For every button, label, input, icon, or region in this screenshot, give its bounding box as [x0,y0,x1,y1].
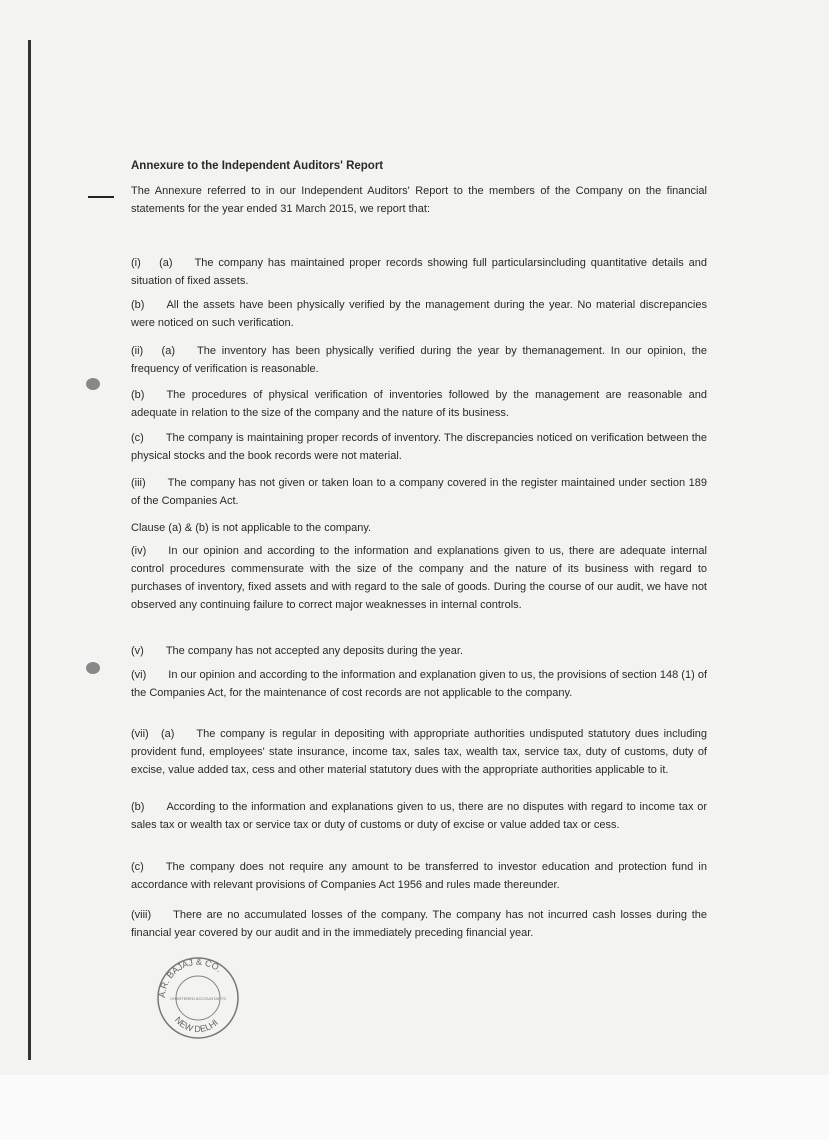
clause-label: (vi) [131,669,147,681]
clause-label: (b) [131,299,145,311]
clause-paragraph [131,725,707,779]
clause-text: In our opinion and according to the information and explanation given to us, the provisions of section 148 (1) of the Companies Act, for the maintenance of cost records are not applicable to the company. [131,669,707,699]
clause-paragraph [131,429,707,465]
clause-text: The company has not accepted any deposits during the year. [165,645,464,657]
clause-paragraph [131,519,707,537]
clause-label: (b) [131,801,145,813]
clause-paragraph [131,906,707,942]
clause-text: The company is regular in depositing with appropriate authorities undisputed statutory dues including provident fund, employees' state insurance, income tax, sales tax, wealth tax, service tax, duty of customs, duty of excise, value added tax, cess and other material statutory dues with the appropriate authorities applicable to it. [131,728,707,776]
clause-label: (ii) (a) [131,345,175,357]
clause-paragraph [131,386,707,422]
clause-paragraph [131,342,707,378]
clause-text: The company has maintained proper records showing full particularsincluding quantitative details and situation of fixed assets. [131,257,707,287]
clause-text: The procedures of physical verification of inventories followed by the management are reasonable and adequate in relation to the size of the company and the nature of its business. [131,389,707,419]
clause-paragraph [131,798,707,834]
clause-paragraph [131,254,707,290]
page-edge-shadow [28,40,31,1060]
clause-text: In our opinion and according to the information and explanations given to us, there are adequate internal control procedures commensurate with the size of the company and the nature of its business with regard to purchases of inventory, fixed assets and with regard to the sale of goods. During the course of our audit, we have not observed any continuing failure to correct major weaknesses in internal controls. [131,545,707,611]
punch-hole-icon [86,662,100,674]
clause-text: There are no accumulated losses of the company. The company has not incurred cash losses during the financial year covered by our audit and in the immediately preceding financial year. [131,909,707,939]
clause-paragraph [131,642,707,660]
svg-text:A.R. BAJAJ & CO.: A.R. BAJAJ & CO. [156,956,224,999]
clause-label: (c) [131,432,144,444]
clause-text: The company does not require any amount to be transferred to investor education and protection fund in accordance with relevant provisions of Companies Act 1956 and rules made thereunder. [131,861,707,891]
clause-text: Clause (a) & (b) is not applicable to the company. [131,522,372,534]
clause-label: (iii) [131,477,146,489]
clause-text: All the assets have been physically verified by the management during the year. No material discrepancies were noticed on such verification. [131,299,707,329]
clause-label: (i) (a) [131,257,173,269]
punch-hole-icon [86,378,100,390]
clause-label: (c) [131,861,144,873]
clause-paragraph [131,542,707,614]
svg-text:CHARTERED ACCOUNTANTS: CHARTERED ACCOUNTANTS [170,996,226,1001]
intro-paragraph: The Annexure referred to in our Independent Auditors' Report to the members of the Company on the financial statements for the year ended 31 March 2015, we report that: [131,185,707,215]
page-bottom-margin [0,1075,829,1140]
auditor-stamp [155,955,241,1041]
clause-paragraph [131,474,707,510]
clause-text: The company is maintaining proper records of inventory. The discrepancies noticed on verification between the physical stocks and the book records were not material. [131,432,707,462]
clause-paragraph [131,666,707,702]
clause-text: The inventory has been physically verified during the year by themanagement. In our opinion, the frequency of verification is reasonable. [131,345,707,375]
clause-label: (vii) (a) [131,728,175,740]
page-title: Annexure to the Independent Auditors' Report [131,160,384,172]
clause-label: (b) [131,389,145,401]
clause-paragraph [131,296,707,332]
svg-text:NEW DELHI: NEW DELHI [172,1014,220,1035]
clause-label: (v) [131,645,144,657]
clause-text: The company has not given or taken loan to a company covered in the register maintained under section 189 of the Companies Act. [131,477,707,507]
clause-label: (iv) [131,545,147,557]
clause-paragraph [131,858,707,894]
clause-label: (viii) [131,909,152,921]
margin-mark [88,196,114,198]
clause-text: According to the information and explanations given to us, there are no disputes with regard to income tax or sales tax or wealth tax or service tax or duty of customs or duty of excise or value added tax or cess. [131,801,707,831]
